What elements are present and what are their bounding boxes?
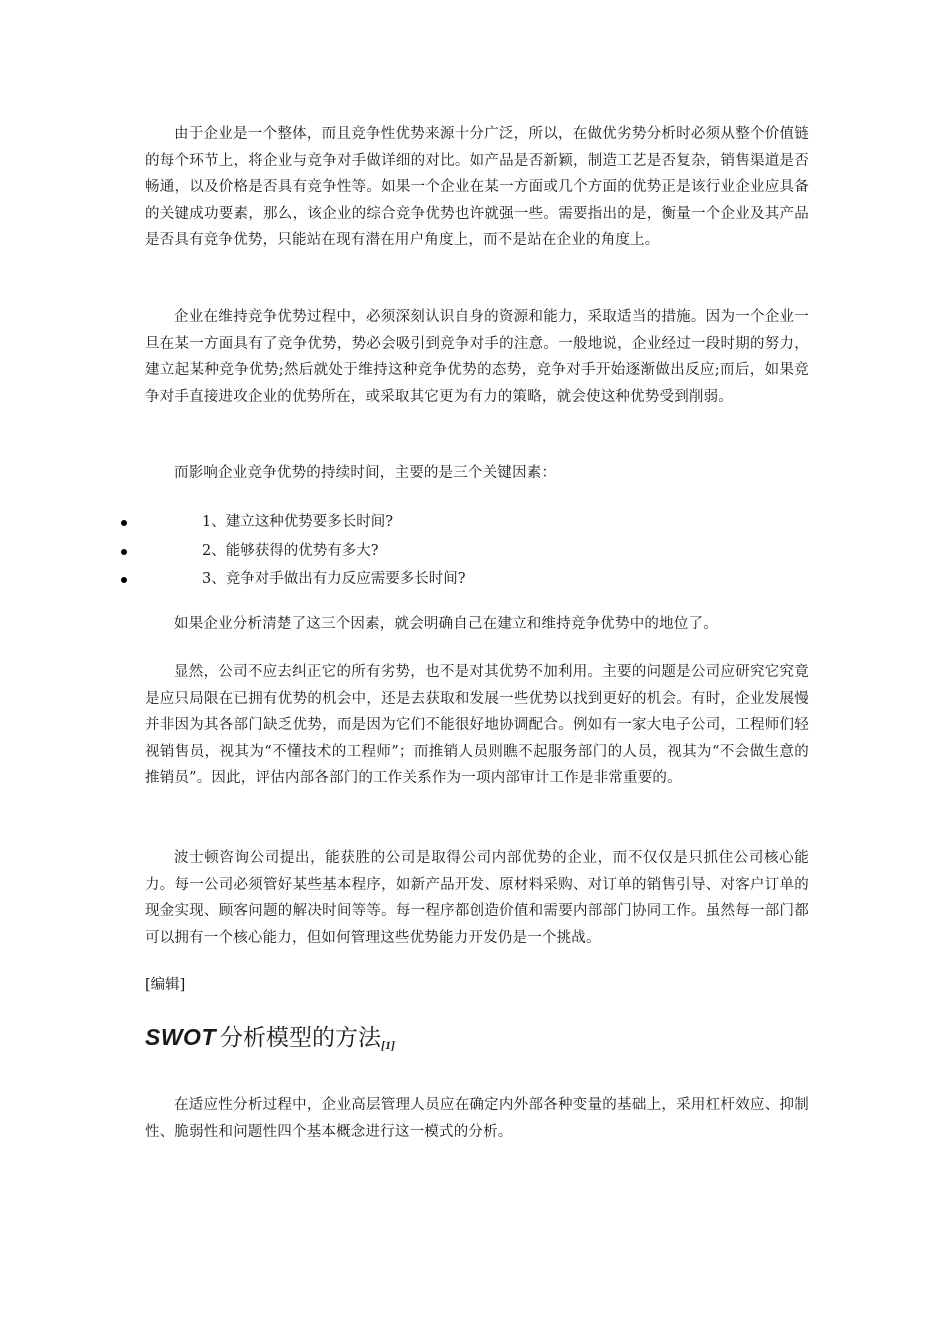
factor-text: 1、建立这种优势要多长时间? (202, 514, 393, 530)
factor-list (0, 508, 950, 594)
bullet-icon (121, 520, 127, 526)
reference-link[interactable]: [1] (381, 1038, 395, 1052)
paragraph-weakness: 显然，公司不应去纠正它的所有劣势，也不是对其优势不加利用。主要的问题是公司应研究它究竟是应只局限在已拥有优势的机会中，还是去获取和发展一些优势以找到更好的机会。有时，企业发展慢并非因为其各部门缺乏优势，而是因为它们不能很好地协调配合。例如有一家大电子公司，工程师们轻视销售员，视其为“不懂技术的工程师”；而推销人员则瞧不起服务部门的人员，视其为“不会做生意的推销员”。因此，评估内部各部门的工作关系作为一项内部审计工作是非常重要的。 (145, 664, 809, 786)
paragraph-adaptability: 在适应性分析过程中，企业高层管理人员应在确定内外部各种变量的基础上，采用杠杆效应、抑制性、脆弱性和问题性四个基本概念进行这一模式的分析。 (145, 1097, 809, 1140)
list-item (0, 565, 950, 594)
heading-swot: SWOT (145, 1024, 216, 1050)
factor-text: 2、能够获得的优势有多大? (202, 542, 379, 559)
list-item (0, 537, 950, 566)
paragraph-comparison: 由于企业是一个整体，而且竞争性优势来源十分广泛，所以，在做优劣势分析时必须从整个价值链的每个环节上，将企业与竞争对手做详细的对比。如产品是否新颖，制造工艺是否复杂，销售渠道是否畅通，以及价格是否具有竞争性等。如果一个企业在某一方面或几个方面的优势正是该行业企业应具备的关键成功要素，那么，该企业的综合竞争优势也许就强一些。需要指出的是，衡量一个企业及其产品是否具有竞争优势，只能站在现有潜在用户角度上，而不是站在企业的角度上。 (145, 126, 809, 248)
factor-text: 3、竞争对手做出有力反应需要多长时间? (202, 571, 466, 587)
paragraph-factors-intro: 而影响企业竞争优势的持续时间，主要的是三个关键因素： (174, 465, 557, 481)
edit-link[interactable]: [编辑] (145, 977, 186, 993)
section-heading (145, 1017, 395, 1065)
list-item (0, 508, 950, 537)
paragraph-maintain-advantage: 企业在维持竞争优势过程中，必须深刻认识自身的资源和能力，采取适当的措施。因为一个企业一旦在某一方面具有了竞争优势，势必会吸引到竞争对手的注意。一般地说，企业经过一段时期的努力，建立起某种竞争优势;然后就处于维持这种竞争优势的态势，竞争对手开始逐渐做出反应;而后，如果竞争对手直接进攻企业的优势所在，或采取其它更为有力的策略，就会使这种优势受到削弱。 (145, 309, 809, 405)
paragraph-bcg: 波士顿咨询公司提出，能获胜的公司是取得公司内部优势的企业，而不仅仅是只抓住公司核心能力。每一公司必须管好某些基本程序，如新产品开发、原材料采购、对订单的销售引导、对客户订单的现金实现、顾客问题的解决时间等等。每一程序都创造价值和需要内部部门协同工作。虽然每一部门都可以拥有一个核心能力，但如何管理这些优势能力开发仍是一个挑战。 (145, 850, 809, 946)
heading-title: 分析模型的方法 (220, 1025, 381, 1051)
paragraph-factors-conclusion: 如果企业分析清楚了这三个因素，就会明确自己在建立和维持竞争优势中的地位了。 (174, 616, 718, 632)
bullet-icon (121, 549, 127, 555)
bullet-icon (121, 577, 127, 583)
